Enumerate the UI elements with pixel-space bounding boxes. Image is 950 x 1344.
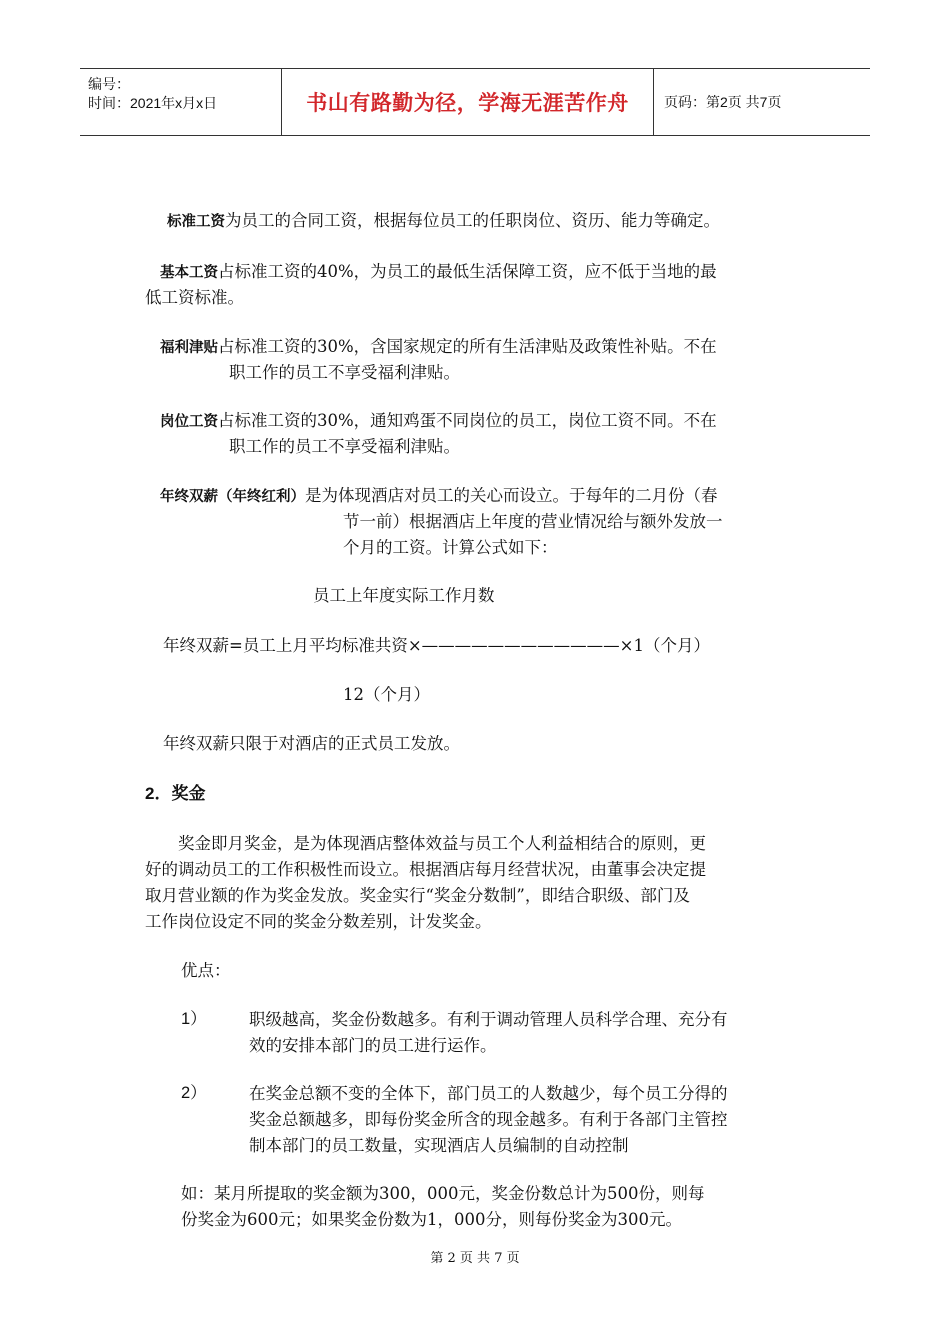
advantage-1-line2: 效的安排本部门的员工进行运作。 xyxy=(249,1036,497,1055)
example-line1: 如：某月所提取的奖金额为300，000元，奖金份数总计为500份，则每 xyxy=(181,1184,705,1203)
document-number-label: 编号： xyxy=(88,76,130,92)
advantage-2-line1: 在奖金总额不变的全体下，部门员工的人数越少，每个员工分得的 xyxy=(249,1084,728,1103)
advantage-2-line3: 制本部门的员工数量，实现酒店人员编制的自动控制 xyxy=(249,1136,629,1155)
example-line2: 份奖金为600元；如果奖金份数为1，000分，则每份奖金为300元。 xyxy=(181,1210,682,1229)
formula-denominator: 12（个月） xyxy=(343,685,430,704)
welfare-paragraph xyxy=(160,334,717,361)
welfare-line1: 占标准工资的30%，含国家规定的所有生活津贴及政策性补贴。不在 xyxy=(218,337,717,356)
welfare-line2: 职工作的员工不享受福利津贴。 xyxy=(229,363,460,382)
header-page-info: 页码：第2页 共7页 xyxy=(664,94,782,110)
welfare-label: 福利津贴 xyxy=(160,340,218,356)
advantage-2-marker: 2） xyxy=(181,1084,207,1102)
bonus-para-line3: 取月营业额的作为奖金发放。奖金实行“奖金分数制”，即结合职级、部门及 xyxy=(145,886,690,905)
basic-wage-line1: 占标准工资的40%，为员工的最低生活保障工资，应不低于当地的最 xyxy=(218,262,717,281)
advantage-1-marker: 1） xyxy=(181,1010,207,1028)
year-end-line1: 是为体现酒店对员工的关心而设立。于每年的二月份（春 xyxy=(305,486,718,505)
basic-wage-label: 基本工资 xyxy=(160,265,218,281)
bonus-para-line4: 工作岗位设定不同的奖金分数差别，计发奖金。 xyxy=(145,912,492,931)
year-end-note: 年终双薪只限于对酒店的正式员工发放。 xyxy=(163,734,460,753)
header-motto: 书山有路勤为径，学海无涯苦作舟 xyxy=(282,69,654,135)
advantage-1-line1: 职级越高，奖金份数越多。有利于调动管理人员科学合理、充分有 xyxy=(249,1010,728,1029)
standard-wage-label: 标准工资 xyxy=(167,214,225,230)
page-footer: 第 2 页 共 7 页 xyxy=(430,1251,520,1266)
standard-wage-text: 为员工的合同工资，根据每位员工的任职岗位、资历、能力等确定。 xyxy=(225,211,720,230)
bonus-heading: 2．奖金 xyxy=(145,784,206,803)
basic-wage-line2: 低工资标准。 xyxy=(145,288,244,307)
post-wage-line2: 职工作的员工不享受福利津贴。 xyxy=(229,437,460,456)
formula-main: 年终双薪=员工上月平均标准共资×————————————×1（个月） xyxy=(163,636,710,655)
year-end-line3: 个月的工资。计算公式如下： xyxy=(343,538,558,557)
year-end-paragraph xyxy=(160,483,718,510)
bonus-para-line2: 好的调动员工的工作积极性而设立。根据酒店每月经营状况，由董事会决定提 xyxy=(145,860,706,879)
bonus-para-line1: 奖金即月奖金，是为体现酒店整体效益与员工个人利益相结合的原则，更 xyxy=(178,834,706,853)
basic-wage-paragraph xyxy=(160,259,717,286)
post-wage-paragraph xyxy=(160,408,717,435)
post-wage-line1: 占标准工资的30%，通知鸡蛋不同岗位的员工，岗位工资不同。不在 xyxy=(218,411,717,430)
document-date: 时间：2021年x月x日 xyxy=(88,95,218,111)
page-header xyxy=(80,68,870,136)
advantage-2-line2: 奖金总额越多，即每份奖金所含的现金越多。有利于各部门主管控 xyxy=(249,1110,728,1129)
header-meta-cell xyxy=(80,69,282,135)
standard-wage-paragraph xyxy=(167,208,720,235)
formula-numerator: 员工上年度实际工作月数 xyxy=(313,586,495,605)
year-end-line2: 节一前）根据酒店上年度的营业情况给与额外发放一 xyxy=(343,512,723,531)
year-end-label: 年终双薪（年终红利） xyxy=(160,489,305,505)
advantages-label: 优点： xyxy=(181,961,231,980)
post-wage-label: 岗位工资 xyxy=(160,414,218,430)
